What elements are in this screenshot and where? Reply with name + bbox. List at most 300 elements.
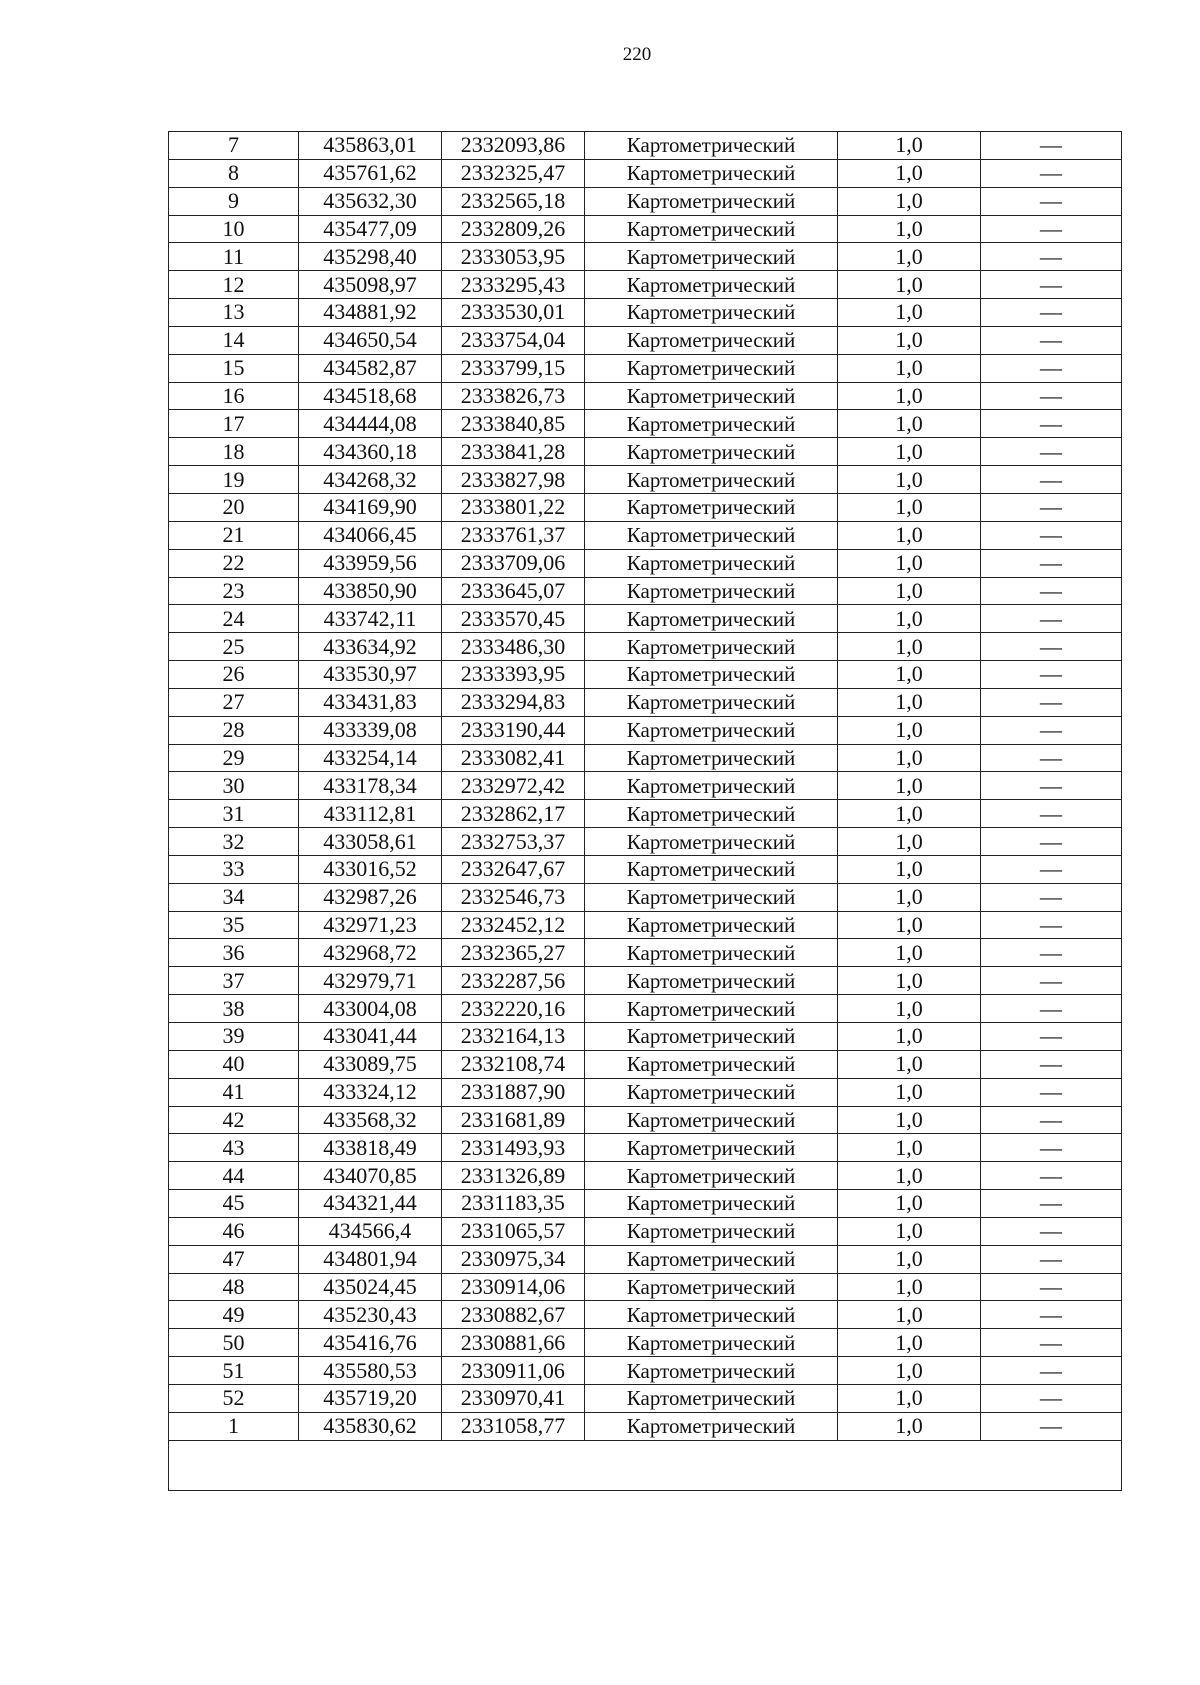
method-cell: Картометрический	[585, 967, 838, 995]
method-cell: Картометрический	[585, 855, 838, 883]
point-number-cell: 7	[169, 132, 299, 160]
x-coordinate-cell: 434518,68	[299, 382, 442, 410]
point-number-cell: 44	[169, 1162, 299, 1190]
method-cell: Картометрический	[585, 1301, 838, 1329]
method-cell: Картометрический	[585, 187, 838, 215]
y-coordinate-cell: 2333840,85	[442, 410, 585, 438]
description-cell: —	[981, 688, 1122, 716]
x-coordinate-cell: 433089,75	[299, 1050, 442, 1078]
x-coordinate-cell: 435230,43	[299, 1301, 442, 1329]
y-coordinate-cell: 2332365,27	[442, 939, 585, 967]
x-coordinate-cell: 433959,56	[299, 549, 442, 577]
precision-cell: 1,0	[838, 299, 981, 327]
table-row	[169, 772, 1122, 800]
description-cell: —	[981, 1106, 1122, 1134]
description-cell: —	[981, 883, 1122, 911]
x-coordinate-cell: 433178,34	[299, 772, 442, 800]
method-cell: Картометрический	[585, 243, 838, 271]
precision-cell: 1,0	[838, 911, 981, 939]
method-cell: Картометрический	[585, 1412, 838, 1440]
precision-cell: 1,0	[838, 132, 981, 160]
description-cell: —	[981, 1050, 1122, 1078]
method-cell: Картометрический	[585, 661, 838, 689]
precision-cell: 1,0	[838, 744, 981, 772]
y-coordinate-cell: 2331493,93	[442, 1134, 585, 1162]
table-row	[169, 1273, 1122, 1301]
table-row	[169, 1357, 1122, 1385]
point-number-cell: 28	[169, 716, 299, 744]
table-row	[169, 605, 1122, 633]
table-row	[169, 382, 1122, 410]
table-row	[169, 1050, 1122, 1078]
y-coordinate-cell: 2333761,37	[442, 521, 585, 549]
precision-cell: 1,0	[838, 159, 981, 187]
x-coordinate-cell: 434650,54	[299, 326, 442, 354]
x-coordinate-cell: 432987,26	[299, 883, 442, 911]
point-number-cell: 10	[169, 215, 299, 243]
method-cell: Картометрический	[585, 828, 838, 856]
x-coordinate-cell: 432979,71	[299, 967, 442, 995]
method-cell: Картометрический	[585, 382, 838, 410]
precision-cell: 1,0	[838, 243, 981, 271]
table-row	[169, 661, 1122, 689]
table-row	[169, 438, 1122, 466]
method-cell: Картометрический	[585, 326, 838, 354]
table-row	[169, 1245, 1122, 1273]
precision-cell: 1,0	[838, 1106, 981, 1134]
y-coordinate-cell: 2330970,41	[442, 1384, 585, 1412]
method-cell: Картометрический	[585, 1134, 838, 1162]
x-coordinate-cell: 433254,14	[299, 744, 442, 772]
precision-cell: 1,0	[838, 354, 981, 382]
table-row	[169, 967, 1122, 995]
point-number-cell: 40	[169, 1050, 299, 1078]
precision-cell: 1,0	[838, 215, 981, 243]
description-cell: —	[981, 215, 1122, 243]
precision-cell: 1,0	[838, 1384, 981, 1412]
x-coordinate-cell: 434801,94	[299, 1245, 442, 1273]
table-row	[169, 354, 1122, 382]
method-cell: Картометрический	[585, 800, 838, 828]
description-cell: —	[981, 187, 1122, 215]
point-number-cell: 38	[169, 995, 299, 1023]
y-coordinate-cell: 2331326,89	[442, 1162, 585, 1190]
x-coordinate-cell: 433634,92	[299, 633, 442, 661]
point-number-cell: 36	[169, 939, 299, 967]
y-coordinate-cell: 2333082,41	[442, 744, 585, 772]
point-number-cell: 33	[169, 855, 299, 883]
point-number-cell: 32	[169, 828, 299, 856]
description-cell: —	[981, 271, 1122, 299]
description-cell: —	[981, 855, 1122, 883]
precision-cell: 1,0	[838, 410, 981, 438]
x-coordinate-cell: 433431,83	[299, 688, 442, 716]
y-coordinate-cell: 2333826,73	[442, 382, 585, 410]
x-coordinate-cell: 435863,01	[299, 132, 442, 160]
precision-cell: 1,0	[838, 716, 981, 744]
point-number-cell: 43	[169, 1134, 299, 1162]
x-coordinate-cell: 433818,49	[299, 1134, 442, 1162]
method-cell: Картометрический	[585, 271, 838, 299]
x-coordinate-cell: 432968,72	[299, 939, 442, 967]
method-cell: Картометрический	[585, 1357, 838, 1385]
precision-cell: 1,0	[838, 549, 981, 577]
point-number-cell: 20	[169, 493, 299, 521]
description-cell: —	[981, 1078, 1122, 1106]
method-cell: Картометрический	[585, 215, 838, 243]
y-coordinate-cell: 2332862,17	[442, 800, 585, 828]
description-cell: —	[981, 1357, 1122, 1385]
y-coordinate-cell: 2333393,95	[442, 661, 585, 689]
table-row	[169, 521, 1122, 549]
point-number-cell: 14	[169, 326, 299, 354]
precision-cell: 1,0	[838, 326, 981, 354]
precision-cell: 1,0	[838, 605, 981, 633]
method-cell: Картометрический	[585, 716, 838, 744]
y-coordinate-cell: 2330975,34	[442, 1245, 585, 1273]
x-coordinate-cell: 433041,44	[299, 1023, 442, 1051]
method-cell: Картометрический	[585, 1217, 838, 1245]
y-coordinate-cell: 2332452,12	[442, 911, 585, 939]
table-row	[169, 215, 1122, 243]
x-coordinate-cell: 435632,30	[299, 187, 442, 215]
empty-row	[169, 1440, 1122, 1490]
point-number-cell: 13	[169, 299, 299, 327]
table-row	[169, 187, 1122, 215]
x-coordinate-cell: 433850,90	[299, 577, 442, 605]
method-cell: Картометрический	[585, 299, 838, 327]
method-cell: Картометрический	[585, 1078, 838, 1106]
method-cell: Картометрический	[585, 688, 838, 716]
method-cell: Картометрический	[585, 1162, 838, 1190]
description-cell: —	[981, 1329, 1122, 1357]
table-row	[169, 1412, 1122, 1440]
x-coordinate-cell: 433324,12	[299, 1078, 442, 1106]
point-number-cell: 30	[169, 772, 299, 800]
y-coordinate-cell: 2331183,35	[442, 1190, 585, 1218]
point-number-cell: 15	[169, 354, 299, 382]
x-coordinate-cell: 433339,08	[299, 716, 442, 744]
point-number-cell: 1	[169, 1412, 299, 1440]
y-coordinate-cell: 2333754,04	[442, 326, 585, 354]
x-coordinate-cell: 433058,61	[299, 828, 442, 856]
method-cell: Картометрический	[585, 438, 838, 466]
method-cell: Картометрический	[585, 605, 838, 633]
description-cell: —	[981, 1245, 1122, 1273]
precision-cell: 1,0	[838, 939, 981, 967]
y-coordinate-cell: 2332164,13	[442, 1023, 585, 1051]
point-number-cell: 42	[169, 1106, 299, 1134]
precision-cell: 1,0	[838, 828, 981, 856]
description-cell: —	[981, 716, 1122, 744]
precision-cell: 1,0	[838, 466, 981, 494]
table-row	[169, 633, 1122, 661]
method-cell: Картометрический	[585, 1384, 838, 1412]
table-row	[169, 466, 1122, 494]
x-coordinate-cell: 434070,85	[299, 1162, 442, 1190]
table-row	[169, 1162, 1122, 1190]
precision-cell: 1,0	[838, 633, 981, 661]
table-row	[169, 716, 1122, 744]
table-row	[169, 855, 1122, 883]
table-row	[169, 1329, 1122, 1357]
table-row	[169, 326, 1122, 354]
point-number-cell: 8	[169, 159, 299, 187]
x-coordinate-cell: 434169,90	[299, 493, 442, 521]
table-row	[169, 883, 1122, 911]
precision-cell: 1,0	[838, 577, 981, 605]
description-cell: —	[981, 466, 1122, 494]
x-coordinate-cell: 433004,08	[299, 995, 442, 1023]
table-row	[169, 688, 1122, 716]
precision-cell: 1,0	[838, 271, 981, 299]
y-coordinate-cell: 2333486,30	[442, 633, 585, 661]
x-coordinate-cell: 435830,62	[299, 1412, 442, 1440]
y-coordinate-cell: 2330914,06	[442, 1273, 585, 1301]
precision-cell: 1,0	[838, 438, 981, 466]
x-coordinate-cell: 433112,81	[299, 800, 442, 828]
precision-cell: 1,0	[838, 1273, 981, 1301]
description-cell: —	[981, 299, 1122, 327]
description-cell: —	[981, 132, 1122, 160]
description-cell: —	[981, 661, 1122, 689]
description-cell: —	[981, 939, 1122, 967]
point-number-cell: 25	[169, 633, 299, 661]
method-cell: Картометрический	[585, 1329, 838, 1357]
precision-cell: 1,0	[838, 1134, 981, 1162]
y-coordinate-cell: 2332809,26	[442, 215, 585, 243]
point-number-cell: 11	[169, 243, 299, 271]
x-coordinate-cell: 434268,32	[299, 466, 442, 494]
method-cell: Картометрический	[585, 911, 838, 939]
table-row	[169, 995, 1122, 1023]
page-number: 220	[622, 44, 652, 65]
point-number-cell: 27	[169, 688, 299, 716]
precision-cell: 1,0	[838, 1217, 981, 1245]
x-coordinate-cell: 434360,18	[299, 438, 442, 466]
point-number-cell: 16	[169, 382, 299, 410]
description-cell: —	[981, 521, 1122, 549]
method-cell: Картометрический	[585, 132, 838, 160]
description-cell: —	[981, 995, 1122, 1023]
description-cell: —	[981, 243, 1122, 271]
method-cell: Картометрический	[585, 1023, 838, 1051]
point-number-cell: 19	[169, 466, 299, 494]
precision-cell: 1,0	[838, 883, 981, 911]
y-coordinate-cell: 2333295,43	[442, 271, 585, 299]
description-cell: —	[981, 354, 1122, 382]
point-number-cell: 18	[169, 438, 299, 466]
precision-cell: 1,0	[838, 1329, 981, 1357]
x-coordinate-cell: 434066,45	[299, 521, 442, 549]
table-row	[169, 1134, 1122, 1162]
coordinates-table	[168, 131, 1122, 1491]
x-coordinate-cell: 433568,32	[299, 1106, 442, 1134]
table-row	[169, 1106, 1122, 1134]
table-row	[169, 1190, 1122, 1218]
table-row	[169, 299, 1122, 327]
method-cell: Картометрический	[585, 410, 838, 438]
precision-cell: 1,0	[838, 1245, 981, 1273]
method-cell: Картометрический	[585, 466, 838, 494]
point-number-cell: 48	[169, 1273, 299, 1301]
description-cell: —	[981, 1301, 1122, 1329]
description-cell: —	[981, 382, 1122, 410]
point-number-cell: 37	[169, 967, 299, 995]
y-coordinate-cell: 2333801,22	[442, 493, 585, 521]
table-row	[169, 1301, 1122, 1329]
x-coordinate-cell: 433016,52	[299, 855, 442, 883]
description-cell: —	[981, 1134, 1122, 1162]
description-cell: —	[981, 326, 1122, 354]
description-cell: —	[981, 493, 1122, 521]
description-cell: —	[981, 438, 1122, 466]
point-number-cell: 49	[169, 1301, 299, 1329]
point-number-cell: 51	[169, 1357, 299, 1385]
table-row	[169, 1023, 1122, 1051]
x-coordinate-cell: 435477,09	[299, 215, 442, 243]
x-coordinate-cell: 435719,20	[299, 1384, 442, 1412]
precision-cell: 1,0	[838, 382, 981, 410]
table-row	[169, 1384, 1122, 1412]
table-row	[169, 271, 1122, 299]
x-coordinate-cell: 432971,23	[299, 911, 442, 939]
method-cell: Картометрический	[585, 1190, 838, 1218]
x-coordinate-cell: 435416,76	[299, 1329, 442, 1357]
method-cell: Картометрический	[585, 995, 838, 1023]
point-number-cell: 23	[169, 577, 299, 605]
precision-cell: 1,0	[838, 995, 981, 1023]
point-number-cell: 39	[169, 1023, 299, 1051]
precision-cell: 1,0	[838, 1412, 981, 1440]
point-number-cell: 17	[169, 410, 299, 438]
description-cell: —	[981, 744, 1122, 772]
x-coordinate-cell: 433742,11	[299, 605, 442, 633]
y-coordinate-cell: 2333827,98	[442, 466, 585, 494]
description-cell: —	[981, 967, 1122, 995]
table-row	[169, 1078, 1122, 1106]
method-cell: Картометрический	[585, 939, 838, 967]
point-number-cell: 31	[169, 800, 299, 828]
precision-cell: 1,0	[838, 800, 981, 828]
precision-cell: 1,0	[838, 661, 981, 689]
x-coordinate-cell: 435024,45	[299, 1273, 442, 1301]
description-cell: —	[981, 1162, 1122, 1190]
method-cell: Картометрический	[585, 772, 838, 800]
precision-cell: 1,0	[838, 1078, 981, 1106]
precision-cell: 1,0	[838, 1023, 981, 1051]
description-cell: —	[981, 911, 1122, 939]
method-cell: Картометрический	[585, 521, 838, 549]
y-coordinate-cell: 2332287,56	[442, 967, 585, 995]
table-row	[169, 911, 1122, 939]
x-coordinate-cell: 435580,53	[299, 1357, 442, 1385]
y-coordinate-cell: 2332093,86	[442, 132, 585, 160]
method-cell: Картометрический	[585, 633, 838, 661]
y-coordinate-cell: 2333799,15	[442, 354, 585, 382]
x-coordinate-cell: 434566,4	[299, 1217, 442, 1245]
x-coordinate-cell: 435098,97	[299, 271, 442, 299]
precision-cell: 1,0	[838, 1050, 981, 1078]
table-row	[169, 410, 1122, 438]
table-row	[169, 132, 1122, 160]
x-coordinate-cell: 434582,87	[299, 354, 442, 382]
method-cell: Картометрический	[585, 1273, 838, 1301]
method-cell: Картометрический	[585, 744, 838, 772]
empty-cell	[169, 1440, 1122, 1490]
y-coordinate-cell: 2332108,74	[442, 1050, 585, 1078]
precision-cell: 1,0	[838, 1162, 981, 1190]
y-coordinate-cell: 2333709,06	[442, 549, 585, 577]
x-coordinate-cell: 434881,92	[299, 299, 442, 327]
table-row	[169, 549, 1122, 577]
description-cell: —	[981, 772, 1122, 800]
table-row	[169, 1217, 1122, 1245]
table-body	[169, 132, 1122, 1491]
y-coordinate-cell: 2333841,28	[442, 438, 585, 466]
y-coordinate-cell: 2332325,47	[442, 159, 585, 187]
description-cell: —	[981, 605, 1122, 633]
description-cell: —	[981, 549, 1122, 577]
y-coordinate-cell: 2331058,77	[442, 1412, 585, 1440]
x-coordinate-cell: 433530,97	[299, 661, 442, 689]
y-coordinate-cell: 2332546,73	[442, 883, 585, 911]
point-number-cell: 29	[169, 744, 299, 772]
description-cell: —	[981, 800, 1122, 828]
description-cell: —	[981, 1412, 1122, 1440]
point-number-cell: 52	[169, 1384, 299, 1412]
y-coordinate-cell: 2330911,06	[442, 1357, 585, 1385]
precision-cell: 1,0	[838, 521, 981, 549]
point-number-cell: 9	[169, 187, 299, 215]
description-cell: —	[981, 1217, 1122, 1245]
description-cell: —	[981, 828, 1122, 856]
method-cell: Картометрический	[585, 1050, 838, 1078]
point-number-cell: 50	[169, 1329, 299, 1357]
precision-cell: 1,0	[838, 967, 981, 995]
table-row	[169, 744, 1122, 772]
table-row	[169, 159, 1122, 187]
precision-cell: 1,0	[838, 688, 981, 716]
x-coordinate-cell: 434321,44	[299, 1190, 442, 1218]
point-number-cell: 46	[169, 1217, 299, 1245]
precision-cell: 1,0	[838, 1357, 981, 1385]
point-number-cell: 12	[169, 271, 299, 299]
x-coordinate-cell: 435761,62	[299, 159, 442, 187]
point-number-cell: 35	[169, 911, 299, 939]
description-cell: —	[981, 633, 1122, 661]
y-coordinate-cell: 2333530,01	[442, 299, 585, 327]
method-cell: Картометрический	[585, 883, 838, 911]
y-coordinate-cell: 2333570,45	[442, 605, 585, 633]
y-coordinate-cell: 2332972,42	[442, 772, 585, 800]
precision-cell: 1,0	[838, 187, 981, 215]
precision-cell: 1,0	[838, 772, 981, 800]
y-coordinate-cell: 2332647,67	[442, 855, 585, 883]
x-coordinate-cell: 434444,08	[299, 410, 442, 438]
y-coordinate-cell: 2331681,89	[442, 1106, 585, 1134]
y-coordinate-cell: 2332753,37	[442, 828, 585, 856]
y-coordinate-cell: 2333645,07	[442, 577, 585, 605]
y-coordinate-cell: 2333190,44	[442, 716, 585, 744]
point-number-cell: 21	[169, 521, 299, 549]
table-row	[169, 243, 1122, 271]
method-cell: Картометрический	[585, 577, 838, 605]
description-cell: —	[981, 1384, 1122, 1412]
description-cell: —	[981, 1273, 1122, 1301]
point-number-cell: 41	[169, 1078, 299, 1106]
point-number-cell: 45	[169, 1190, 299, 1218]
